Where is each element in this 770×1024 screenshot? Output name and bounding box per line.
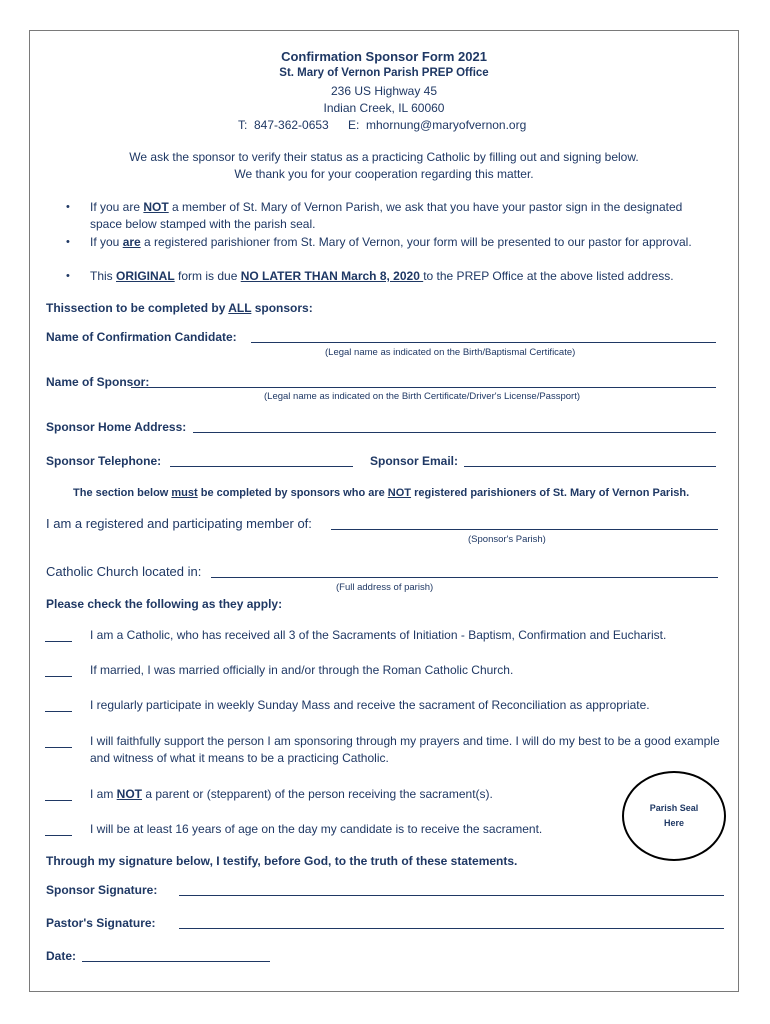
sponsor-name-hint: (Legal name as indicated on the Birth Certificate/Driver's License/Passport) — [264, 391, 580, 402]
date-field[interactable] — [82, 961, 270, 962]
candidate-hint: (Legal name as indicated on the Birth/Baptismal Certificate) — [325, 347, 576, 358]
bullet-icon: • — [66, 201, 70, 213]
home-address-field[interactable] — [193, 432, 716, 433]
church-location-hint: (Full address of parish) — [336, 582, 434, 593]
office-phone: T: 847-362-0653 — [238, 118, 329, 132]
parish-seal-area — [622, 771, 726, 861]
office-address-1: 236 US Highway 45 — [330, 84, 438, 98]
intro-line-2: We thank you for your cooperation regarding this matter. — [234, 167, 534, 181]
seal-line-1: Parish Seal — [649, 803, 699, 813]
check-blank-support[interactable] — [45, 747, 72, 748]
sponsor-signature-field[interactable] — [179, 895, 724, 896]
bullet-icon: • — [66, 236, 70, 248]
check-blank-mass[interactable] — [45, 711, 72, 712]
sponsor-name-field[interactable] — [131, 387, 716, 388]
checklist-heading: Please check the following as they apply: — [46, 597, 283, 611]
telephone-field[interactable] — [170, 466, 353, 467]
date-label: Date: — [46, 949, 77, 963]
check-blank-age[interactable] — [45, 835, 72, 836]
bullet-due-date: This ORIGINAL form is due NO LATER THAN March 8, 2020 to the PREP Office at the above listed address. — [90, 269, 674, 283]
email-label: Sponsor Email: — [370, 454, 459, 468]
candidate-label: Name of Confirmation Candidate: — [46, 330, 237, 344]
seal-line-2: Here — [663, 818, 684, 828]
intro-line-1: We ask the sponsor to verify their status as a practicing Catholic by filling out and signing below. — [129, 150, 639, 164]
bullet-registered: If you are a registered parishioner from St. Mary of Vernon, your form will be presented to our pastor for approval. — [90, 235, 692, 249]
sponsor-parish-hint: (Sponsor's Parish) — [468, 534, 546, 545]
check-blank-sacraments[interactable] — [45, 641, 72, 642]
check-married: If married, I was married officially in and/or through the Roman Catholic Church. — [90, 663, 514, 677]
check-support: I will faithfully support the person I am sponsoring through my prayers and time. I will do my best to be a good example and witness of what it means to be a practicing Catholic. — [90, 734, 720, 765]
pastor-signature-field[interactable] — [179, 928, 724, 929]
section-non-parishioner-heading: The section below must be completed by sponsors who are NOT registered parishioners of St. Mary of Vernon Parish. — [73, 487, 690, 499]
office-email: E: mhornung@maryofvernon.org — [348, 118, 527, 132]
office-name: St. Mary of Vernon Parish PREP Office — [279, 67, 489, 79]
section-all-heading: Thissection to be completed by ALL sponsors: — [46, 301, 313, 315]
office-address-2: Indian Creek, IL 60060 — [323, 101, 445, 115]
check-not-parent: I am NOT a parent or (stepparent) of the person receiving the sacrament(s). — [90, 787, 493, 801]
parish-member-label: I am a registered and participating member of: — [46, 516, 312, 531]
church-location-field[interactable] — [211, 577, 718, 578]
sponsor-name-label: Name of Sponsor: — [46, 375, 150, 389]
home-address-label: Sponsor Home Address: — [46, 420, 187, 434]
email-field[interactable] — [464, 466, 716, 467]
telephone-label: Sponsor Telephone: — [46, 454, 162, 468]
check-age: I will be at least 16 years of age on the day my candidate is to receive the sacrament. — [90, 822, 543, 836]
pastor-signature-label: Pastor's Signature: — [46, 916, 156, 930]
check-sacraments: I am a Catholic, who has received all 3 of the Sacraments of Initiation - Baptism, Confirmation and Eucharist. — [90, 628, 667, 642]
sponsor-parish-field[interactable] — [331, 529, 718, 530]
church-location-label: Catholic Church located in: — [46, 564, 202, 579]
candidate-name-field[interactable] — [251, 342, 716, 343]
testify-statement: Through my signature below, I testify, before God, to the truth of these statements. — [46, 854, 518, 868]
form-title: Confirmation Sponsor Form 2021 — [281, 49, 487, 64]
bullet-not-member: If you are NOT a member of St. Mary of Vernon Parish, we ask that you have your pastor sign in the designated space below stamped with the parish seal. — [90, 200, 683, 231]
bullet-icon: • — [66, 270, 70, 282]
check-blank-not-parent[interactable] — [45, 800, 72, 801]
check-blank-married[interactable] — [45, 676, 72, 677]
check-mass: I regularly participate in weekly Sunday Mass and receive the sacrament of Reconciliation as appropriate. — [90, 698, 650, 712]
sponsor-signature-label: Sponsor Signature: — [46, 883, 158, 897]
